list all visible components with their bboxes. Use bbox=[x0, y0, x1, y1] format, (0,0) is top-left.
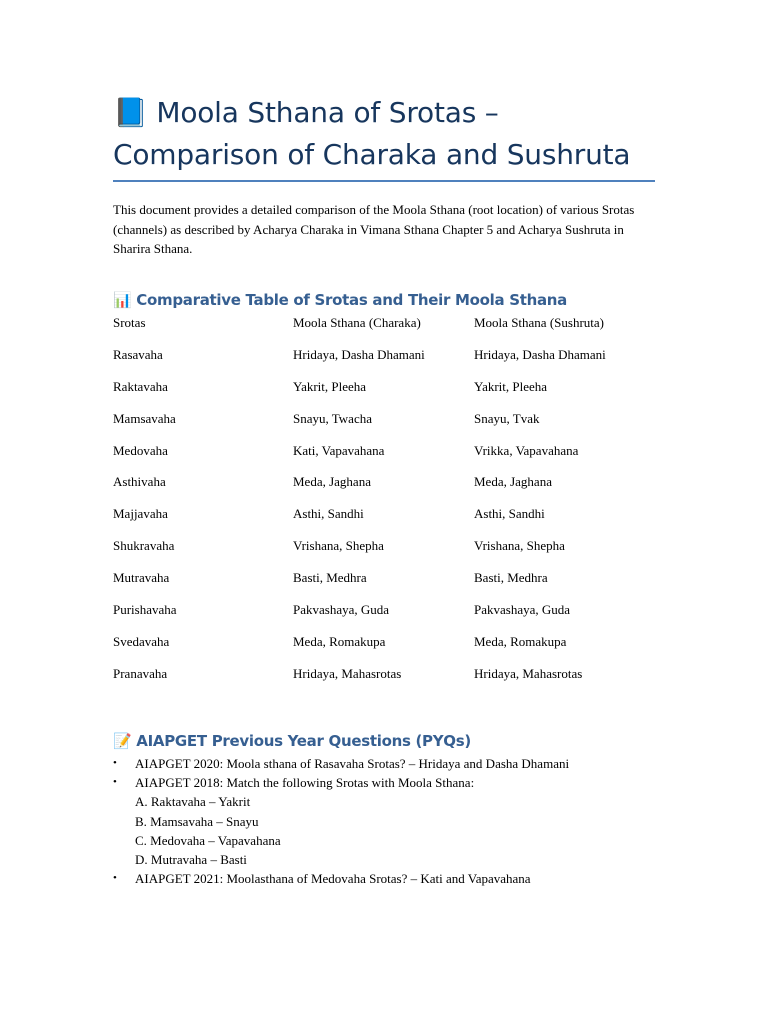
cell-sushruta: Yakrit, Pleeha bbox=[474, 378, 548, 394]
cell-srotas: Asthivaha bbox=[113, 474, 166, 490]
cell-srotas: Majjavaha bbox=[113, 506, 168, 522]
table-row bbox=[113, 626, 655, 658]
title-underline bbox=[113, 180, 655, 182]
cell-charaka: Vrishana, Shepha bbox=[293, 538, 384, 554]
cell-srotas: Raktavaha bbox=[113, 378, 168, 394]
cell-charaka: Pakvashaya, Guda bbox=[293, 601, 390, 617]
cell-srotas: Purishavaha bbox=[113, 601, 177, 617]
bullet-icon: • bbox=[113, 872, 117, 885]
table-section-heading: 📊 Comparative Table of Srotas and Their Moola Sthana bbox=[113, 291, 568, 309]
pyq-match-option: D. Mutravaha – Basti bbox=[135, 852, 247, 868]
list-item bbox=[113, 869, 655, 888]
bullet-icon: • bbox=[113, 757, 117, 769]
pyq-question: AIAPGET 2018: Match the following Srotas with Moola Sthana: bbox=[135, 775, 475, 791]
header-cell-sushruta: Moola Sthana (Sushruta) bbox=[474, 314, 604, 330]
cell-sushruta: Vrikka, Vapavahana bbox=[474, 442, 579, 458]
table-row bbox=[113, 435, 655, 467]
list-item bbox=[113, 773, 655, 869]
bullet-icon: • bbox=[113, 776, 117, 789]
header-cell-charaka: Moola Sthana (Charaka) bbox=[293, 314, 421, 330]
cell-sushruta: Hridaya, Dasha Dhamani bbox=[474, 346, 606, 362]
list-item bbox=[113, 754, 655, 773]
document-title: 📘 Moola Sthana of Srotas – Comparison of Charaka and Sushruta bbox=[113, 96, 631, 171]
intro-paragraph: This document provides a detailed comparison of the Moola Sthana (root location) of various Srotas (channels) as described by Acharya Charaka in Vimana Sthana Chapter 5 and Acharya Sushruta in Sharira Sthana. bbox=[113, 202, 635, 256]
pyq-question: AIAPGET 2021: Moolasthana of Medovaha Srotas? – Kati and Vapavahana bbox=[135, 871, 531, 887]
cell-charaka: Hridaya, Mahasrotas bbox=[293, 665, 402, 681]
cell-srotas: Rasavaha bbox=[113, 346, 163, 362]
pyq-match-option: C. Medovaha – Vapavahana bbox=[135, 832, 281, 848]
cell-srotas: Mamsavaha bbox=[113, 410, 176, 426]
pyq-section-heading: 📝 AIAPGET Previous Year Questions (PYQs) bbox=[113, 732, 471, 750]
cell-sushruta: Asthi, Sandhi bbox=[474, 506, 545, 522]
cell-sushruta: Snayu, Tvak bbox=[474, 410, 540, 426]
cell-charaka: Basti, Medhra bbox=[293, 570, 367, 586]
pyq-question: AIAPGET 2020: Moola sthana of Rasavaha Srotas? – Hridaya and Dasha Dhamani bbox=[135, 756, 570, 771]
cell-srotas: Shukravaha bbox=[113, 538, 175, 554]
cell-charaka: Asthi, Sandhi bbox=[293, 506, 364, 522]
table-row bbox=[113, 562, 655, 594]
table-row bbox=[113, 498, 655, 530]
cell-sushruta: Meda, Romakupa bbox=[474, 633, 567, 649]
cell-charaka: Snayu, Twacha bbox=[293, 410, 372, 426]
table-row bbox=[113, 594, 655, 626]
table-header-row bbox=[113, 307, 655, 339]
table-row bbox=[113, 658, 655, 690]
table-row bbox=[113, 371, 655, 403]
cell-charaka: Kati, Vapavahana bbox=[293, 442, 385, 458]
pyq-match-option: A. Raktavaha – Yakrit bbox=[135, 794, 251, 810]
table-row bbox=[113, 339, 655, 371]
cell-srotas: Pranavaha bbox=[113, 665, 168, 681]
cell-charaka: Meda, Romakupa bbox=[293, 633, 386, 649]
cell-sushruta: Basti, Medhra bbox=[474, 570, 548, 586]
pyq-list bbox=[113, 754, 655, 888]
cell-sushruta: Pakvashaya, Guda bbox=[474, 601, 571, 617]
table-row bbox=[113, 466, 655, 498]
cell-charaka: Meda, Jaghana bbox=[293, 474, 371, 490]
cell-charaka: Hridaya, Dasha Dhamani bbox=[293, 346, 425, 362]
cell-sushruta: Hridaya, Mahasrotas bbox=[474, 665, 583, 681]
pyq-match-option: B. Mamsavaha – Snayu bbox=[135, 813, 259, 829]
cell-charaka: Yakrit, Pleeha bbox=[293, 378, 367, 394]
cell-sushruta: Vrishana, Shepha bbox=[474, 538, 565, 554]
header-cell-srotas: Srotas bbox=[113, 314, 146, 330]
cell-srotas: Svedavaha bbox=[113, 633, 170, 649]
cell-srotas: Medovaha bbox=[113, 442, 168, 458]
table-row bbox=[113, 403, 655, 435]
cell-sushruta: Meda, Jaghana bbox=[474, 474, 552, 490]
srotas-comparison-table bbox=[113, 307, 655, 690]
table-row bbox=[113, 530, 655, 562]
cell-srotas: Mutravaha bbox=[113, 570, 170, 586]
